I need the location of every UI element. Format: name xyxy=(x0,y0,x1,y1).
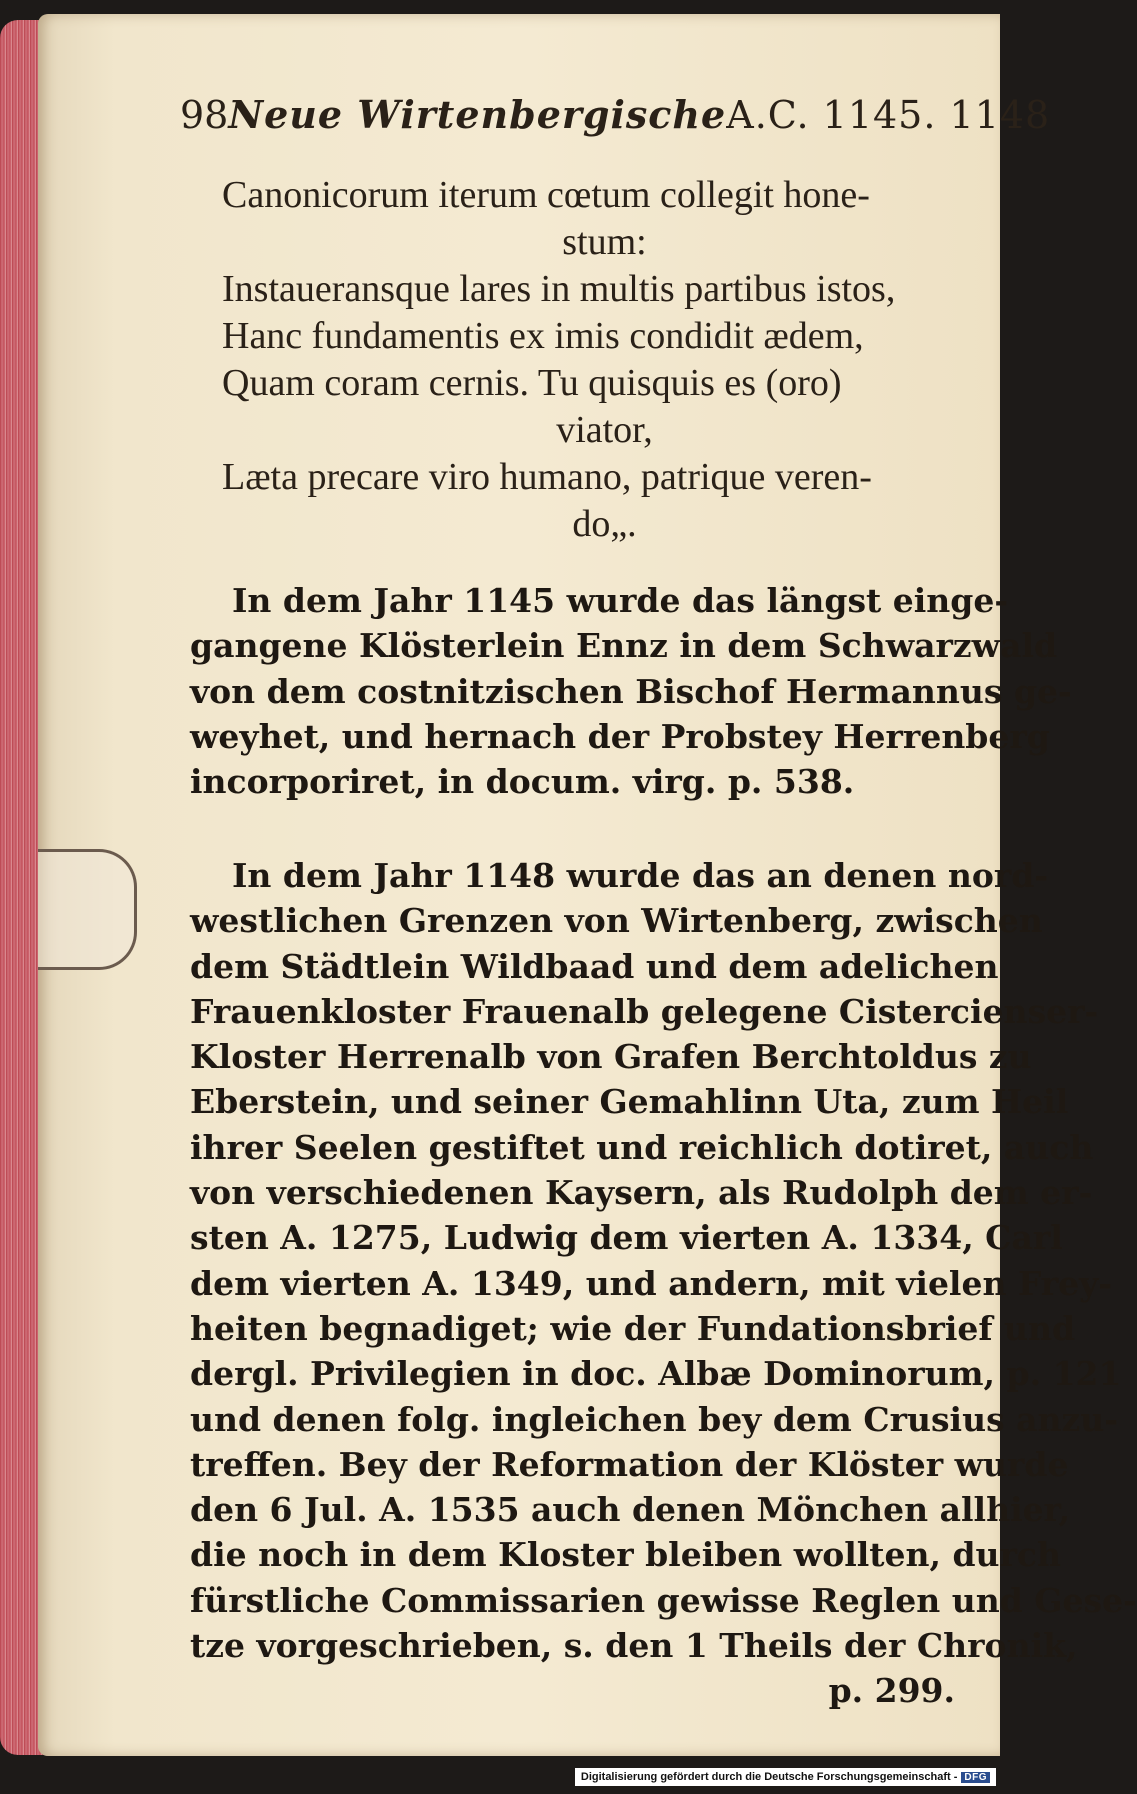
text-line: und denen folg. ingleichen bey dem Crusius anzu- xyxy=(190,1399,1118,1439)
text-line: Eberstein, und seiner Gemahlinn Uta, zum Heil xyxy=(190,1082,1069,1122)
paragraph-1145 xyxy=(190,578,1072,804)
page-clip xyxy=(38,849,137,970)
text-line: incorporiret, in docum. virg. p. 538. xyxy=(190,762,855,802)
verse-line: Læta precare viro humano, patrique veren- xyxy=(222,456,872,498)
text-line: gangene Klösterlein Ennz in dem Schwarzwald xyxy=(190,626,1058,666)
verse-line: do„. xyxy=(572,503,637,545)
text-line: westlichen Grenzen von Wirtenberg, zwischen xyxy=(190,901,1043,941)
text-line: dem Städtlein Wildbaad und dem adelichen xyxy=(190,946,999,986)
text-line: von dem costnitzischen Bischof Hermannus ge- xyxy=(190,671,1072,711)
verse-line: viator, xyxy=(556,409,653,451)
latin-verse xyxy=(222,172,987,548)
text-line: Frauenkloster Frauenalb gelegene Cistercienser- xyxy=(190,991,1099,1031)
text-line: In dem Jahr 1148 wurde das an denen nord- xyxy=(232,856,1049,895)
text-line: die noch in dem Kloster bleiben wollten, durch xyxy=(190,1535,1062,1575)
text-line: treffen. Bey der Reformation der Klöster wurde xyxy=(190,1444,1069,1484)
dfg-logo: DFG xyxy=(961,1772,990,1783)
running-years: A.C. 1145. 1148 xyxy=(726,93,1051,137)
running-title: Neue Wirtenbergische xyxy=(228,92,727,137)
text-line: p. 299. xyxy=(828,1671,955,1711)
verse-line: Quam coram cernis. Tu quisquis es (oro) xyxy=(222,362,842,404)
text-line: ihrer Seelen gestiftet und reichlich dotiret, auch xyxy=(190,1127,1094,1167)
text-line: von verschiedenen Kaysern, als Rudolph dem er- xyxy=(190,1173,1093,1213)
digitization-credit xyxy=(575,1768,996,1786)
text-line: Kloster Herrenalb von Grafen Berchtoldus zu xyxy=(190,1037,1032,1077)
verse-line: Hanc fundamentis ex imis condidit ædem, xyxy=(222,315,864,357)
verse-line: stum: xyxy=(562,221,647,263)
verse-line: Instaueransque lares in multis partibus istos, xyxy=(222,268,896,310)
text-line: sten A. 1275, Ludwig dem vierten A. 1334, Carl xyxy=(190,1218,1063,1258)
text-line: fürstliche Commissarien gewisse Reglen und Gese- xyxy=(190,1580,1137,1620)
running-header xyxy=(180,92,1051,137)
verse-line: Canonicorum iterum cœtum collegit hone- xyxy=(222,174,870,216)
text-line: weyhet, und hernach der Probstey Herrenberg xyxy=(190,716,1050,756)
page-number: 98 xyxy=(180,93,229,137)
paragraph-1148 xyxy=(190,853,1137,1714)
text-line: dem vierten A. 1349, und andern, mit vielen Frey- xyxy=(190,1263,1113,1303)
credit-text: Digitalisierung gefördert durch die Deutsche Forschungsgemeinschaft - xyxy=(580,1771,958,1783)
text-line: tze vorgeschrieben, s. den 1 Theils der Chronik, xyxy=(190,1626,1078,1666)
text-line: heiten begnadiget; wie der Fundationsbrief und xyxy=(190,1308,1076,1348)
text-line: den 6 Jul. A. 1535 auch denen Mönchen allhier, xyxy=(190,1490,1071,1530)
text-line: dergl. Privilegien in doc. Albæ Dominorum, p. 121 xyxy=(190,1354,1122,1394)
text-line: In dem Jahr 1145 wurde das längst einge- xyxy=(232,581,1009,620)
